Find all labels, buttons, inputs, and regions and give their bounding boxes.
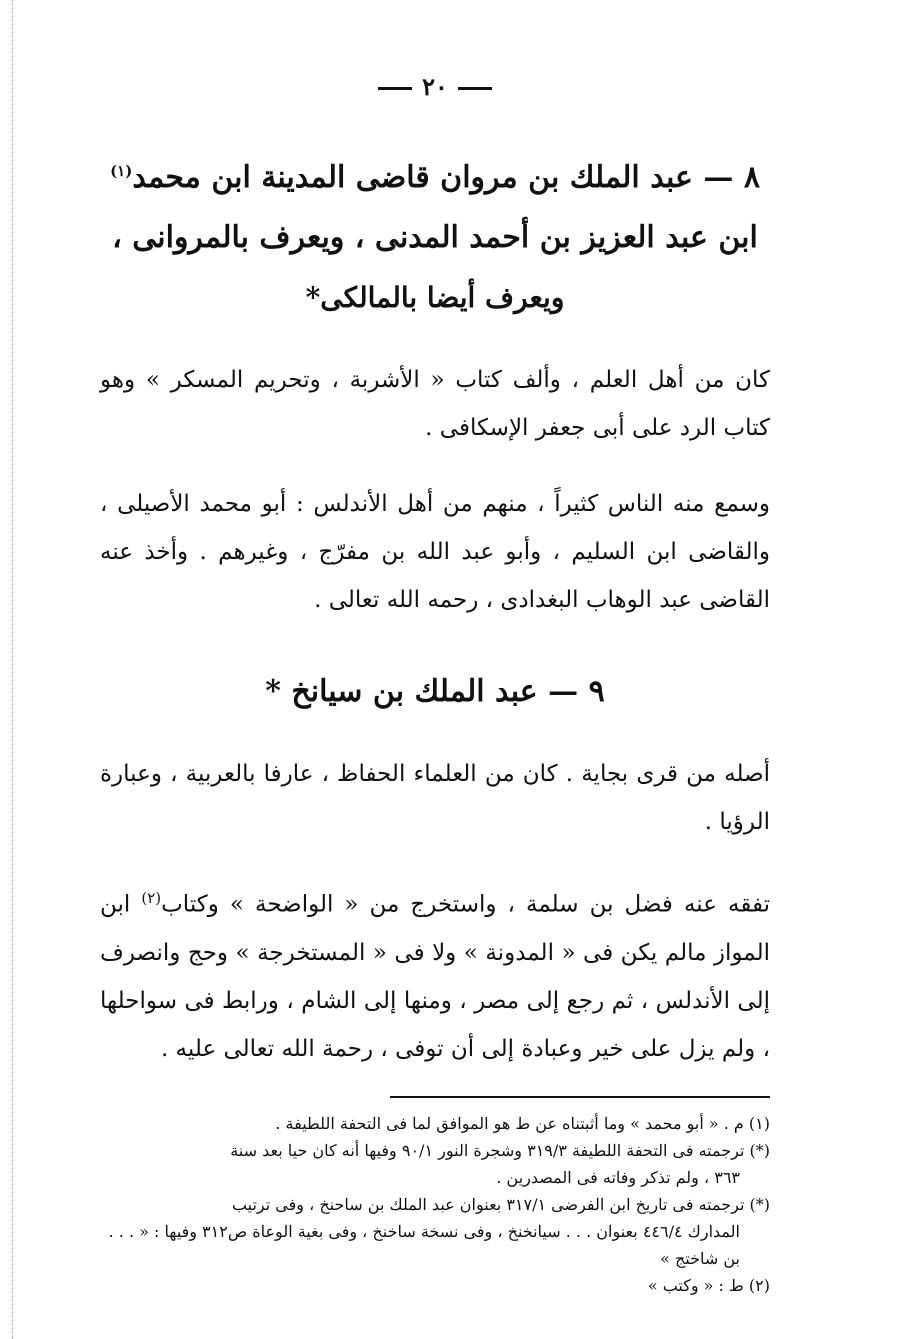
page-number-dash-left (378, 87, 412, 90)
footnote-3-text: ترجمته فى تاريخ ابن الفرضى ٣١٧/١ بعنوان عبد الملك بن ساحنخ ، وفى ترتيب (231, 1194, 745, 1214)
entry8-paragraph-1: كان من أهل العلم ، وألف كتاب « الأشربة ، وتحريم المسكر » وهو كتاب الرد على أبى جعفر الإسكافى . (100, 367, 770, 441)
footnote-4-mark: (٢) (748, 1275, 770, 1295)
entry8-heading-line-1 (100, 141, 770, 208)
footnote-2-continuation: ٣٦٣ ، ولم تذكر وفاته فى المصدرين . (496, 1167, 740, 1187)
entry9-heading: ٩ — عبد الملك بن سيانخ * (265, 674, 605, 709)
entry8-paragraph-2: وسمع منه الناس كثيراً ، منهم من أهل الأندلس : أبو محمد الأصيلى ، والقاضى ابن السليم ، وأبو عبد الله بن مفرّج ، وغيرهم . وأخذ عنه القاضى عبد الوهاب البغدادى ، رحمه الله تعالى . (100, 491, 770, 613)
entry9-paragraph-2-rest: ابن المواز مالم يكن فى « المدونة » ولا فى « المستخرجة » وحج وانصرف إلى الأندلس ، ثم رجع إلى مصر ، ومنها إلى الشام ، ورابط فى سواحلها ، ولم يزل على خير وعبادة إلى أن توفى ، رحمة الله تعالى عليه . (100, 891, 770, 1062)
footnote-2-text: ترجمته فى التحفة اللطيفة ٣١٩/٣ وشجرة النور ٩٠/١ وفيها أنه كان حيا بعد سنة (230, 1140, 745, 1160)
entry9-paragraph-2 (100, 874, 770, 1073)
scan-margin-line (12, 0, 13, 1339)
entry8-heading-line-1-text: ٨ — عبد الملك بن مروان قاضى المدينة ابن محمد (132, 160, 760, 195)
footnote-3-mark: (*) (749, 1194, 770, 1214)
footnote-1 (100, 1110, 770, 1137)
entry9-paragraph-2-start: تفقه عنه فضل بن سلمة ، واستخرج من « الواضحة » وكتاب (161, 891, 770, 918)
page-number (100, 72, 770, 101)
entry9-note-marker: (٢) (141, 889, 162, 907)
footnote-3-continuation: المدارك ٤٤٦/٤ بعنوان . . . سيانخنخ ، وفى نسخة ساخنخ ، وفى بغية الوعاة ص٣١٢ وفيها : « . . . بن شاختج » (108, 1221, 740, 1268)
footnote-1-mark: (١) (748, 1113, 770, 1133)
footnote-1-text: م . « أبو محمد » وما أثبتناه عن ط هو الموافق لما فى التحفة اللطيفة . (275, 1113, 744, 1133)
footnote-2 (100, 1137, 770, 1191)
entry8-heading (100, 141, 770, 328)
footnote-separator (390, 1096, 770, 1098)
footnote-4-text: ط : « وكتب » (647, 1275, 744, 1295)
page-number-value: ٢٠ (422, 72, 448, 101)
book-page (100, 60, 770, 1299)
entry8-note-marker: (١) (110, 162, 133, 180)
footnote-3 (100, 1191, 770, 1272)
page-number-dash-right (458, 87, 492, 90)
entry8-heading-line-3: ويعرف أيضا بالمالكى* (305, 281, 565, 314)
footnote-2-mark: (*) (749, 1140, 770, 1160)
entry9-paragraph-1: أصله من قرى بجاية . كان من العلماء الحفاظ ، عارفا بالعربية ، وعبارة الرؤيا . (100, 761, 770, 835)
entry8-heading-line-2: ابن عبد العزيز بن أحمد المدنى ، ويعرف بالمروانى ، (112, 220, 758, 255)
footnote-4 (100, 1272, 770, 1299)
